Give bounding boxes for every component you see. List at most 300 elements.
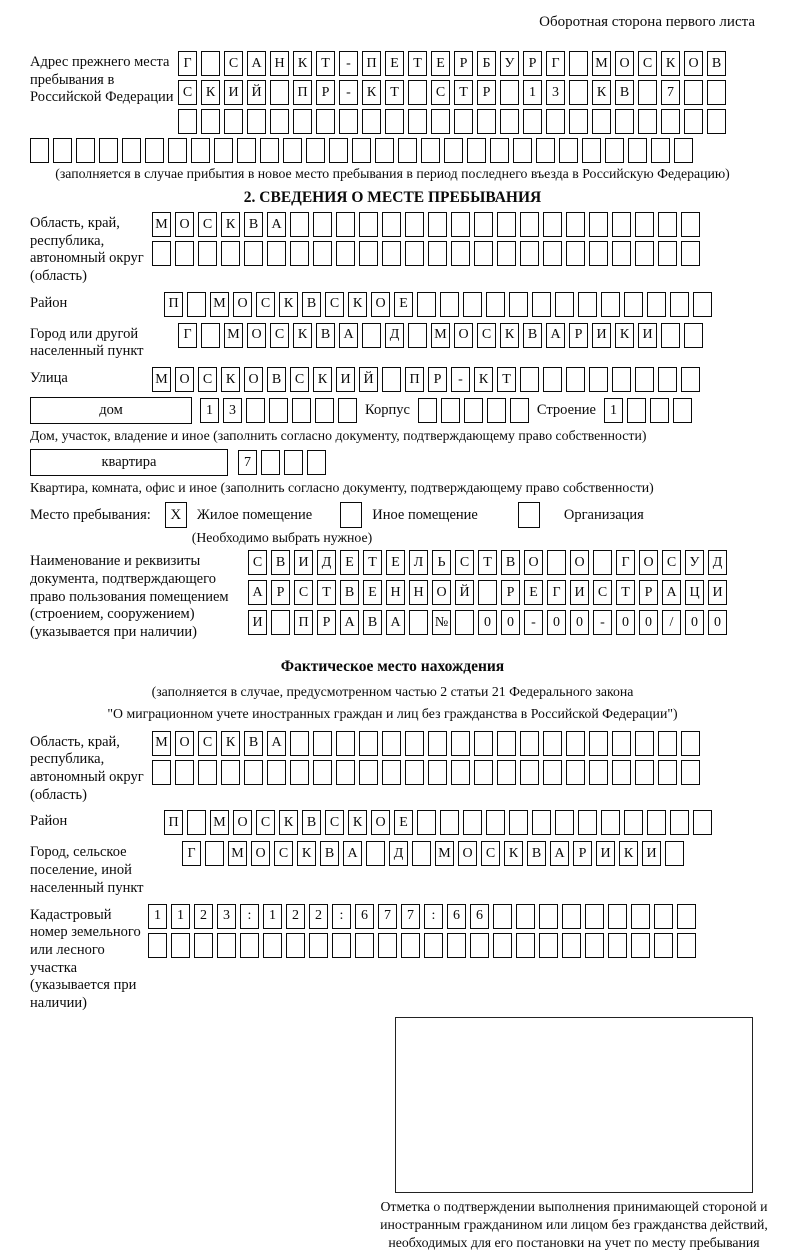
char-box [490,138,509,163]
char-box: С [270,323,289,348]
char-box: Н [386,580,405,605]
char-box [650,398,669,423]
char-box [145,138,164,163]
char-box [509,810,528,835]
char-box: И [642,841,661,866]
raion-label: Район [30,294,68,311]
char-box [638,80,657,105]
char-box: В [363,610,382,635]
char-box: И [248,610,267,635]
char-box [332,933,351,958]
char-box [612,760,631,785]
char-box: О [175,367,194,392]
char-box: Р [501,580,520,605]
char-box [286,933,305,958]
gorod-label: Город или другой населенный пункт [30,325,144,360]
char-box: Р [317,610,336,635]
char-box: К [313,367,332,392]
char-box [431,109,450,134]
char-box [493,933,512,958]
char-box: К [500,323,519,348]
char-box [290,241,309,266]
char-box [309,933,328,958]
char-box [674,138,693,163]
char-box [99,138,118,163]
char-box [677,933,696,958]
char-box: № [432,610,451,635]
char-box: Ь [432,550,451,575]
char-box [385,109,404,134]
char-box [612,731,631,756]
char-box [612,241,631,266]
stroenie-label: Строение [536,402,596,419]
char-box [178,109,197,134]
char-box [198,760,217,785]
char-box [76,138,95,163]
korpus-boxes [418,398,529,423]
char-box: : [332,904,351,929]
checkbox-organizaciya [518,502,540,528]
char-box: М [152,367,171,392]
char-box: П [164,292,183,317]
char-box [474,731,493,756]
char-box [290,212,309,237]
char-box [316,109,335,134]
char-box: 1 [523,80,542,105]
char-box [315,398,334,423]
char-box: 3 [217,904,236,929]
char-box [329,138,348,163]
char-box [523,109,542,134]
char-box: К [279,810,298,835]
char-box: Р [523,51,542,76]
char-box [654,904,673,929]
char-box [684,109,703,134]
kadastr-field [30,904,755,1013]
char-box: 2 [286,904,305,929]
char-box [359,241,378,266]
char-box: А [267,212,286,237]
char-box: В [320,841,339,866]
char-box: - [593,610,612,635]
confirmation-mark-box [395,1017,753,1193]
actual-raion-label: Район [30,813,68,830]
char-box: У [685,550,704,575]
char-box: 2 [194,904,213,929]
char-box: В [527,841,546,866]
char-box-row [148,933,696,958]
char-box [247,109,266,134]
char-box [267,760,286,785]
char-box: Г [182,841,201,866]
char-box: К [615,323,634,348]
char-box-row [182,841,684,866]
char-box: О [371,292,390,317]
char-box [670,810,689,835]
char-box [585,904,604,929]
char-box [681,760,700,785]
char-box: П [293,80,312,105]
char-box [187,292,206,317]
char-box: И [708,580,727,605]
char-box [707,80,726,105]
char-box: М [224,323,243,348]
char-box [635,731,654,756]
char-box: Н [270,51,289,76]
char-box [478,580,497,605]
char-box [681,367,700,392]
option-zhiloe-label: Жилое помещение [196,506,313,523]
char-box: Г [616,550,635,575]
char-box [470,933,489,958]
char-box [661,109,680,134]
char-box [417,810,436,835]
char-box [201,109,220,134]
char-box [451,212,470,237]
char-box [359,760,378,785]
char-box [359,212,378,237]
char-box [263,933,282,958]
char-box: А [550,841,569,866]
char-box [168,138,187,163]
char-box [486,292,505,317]
char-box [447,933,466,958]
char-box: С [198,367,217,392]
char-box: Е [340,550,359,575]
char-box: - [524,610,543,635]
char-box: О [175,212,194,237]
char-box: М [435,841,454,866]
option-inoe-label: Иное помещение [372,506,478,523]
char-box: И [638,323,657,348]
char-box: Д [385,323,404,348]
char-box [592,109,611,134]
char-box [665,841,684,866]
char-box: О [251,841,270,866]
char-box: И [224,80,243,105]
char-box: В [302,810,321,835]
char-box: О [247,323,266,348]
char-box [454,109,473,134]
char-box [382,731,401,756]
char-box: С [638,51,657,76]
char-box [205,841,224,866]
char-box [271,610,290,635]
char-box: М [152,212,171,237]
char-box: Т [454,80,473,105]
char-box: К [279,292,298,317]
char-box [589,760,608,785]
char-box: - [339,51,358,76]
char-box [486,810,505,835]
char-box [440,810,459,835]
char-box [578,292,597,317]
house-line [30,397,755,424]
char-box [362,109,381,134]
char-box [589,212,608,237]
char-box [269,398,288,423]
char-box: 7 [661,80,680,105]
checkbox-inoe [340,502,362,528]
char-box [493,904,512,929]
char-box: А [339,323,358,348]
char-box [201,51,220,76]
document-label: Наименование и реквизиты документа, подтверждающего право пользования помещением (строением, сооружением) (указывается при наличии) [30,553,229,640]
char-box [474,241,493,266]
char-box: Р [477,80,496,105]
char-box-row [152,367,700,392]
char-box [244,760,263,785]
char-box: Е [385,51,404,76]
char-box [260,138,279,163]
char-box: 7 [238,450,257,475]
char-box: М [152,731,171,756]
char-box [539,904,558,929]
char-box [292,398,311,423]
char-box [566,241,585,266]
apartment-box-label: квартира [30,449,228,476]
char-box: - [339,80,358,105]
char-box [352,138,371,163]
char-box: А [546,323,565,348]
char-box: С [325,292,344,317]
char-box [555,292,574,317]
actual-note-line1: (заполняется в случае, предусмотренном частью 2 статьи 21 Федерального закона [151,683,634,699]
char-box: О [432,580,451,605]
char-box [520,367,539,392]
actual-location-note [30,681,755,725]
char-box [261,450,280,475]
char-box-row [178,51,726,76]
char-box [585,933,604,958]
stay-type-label: Место пребывания: [30,506,151,523]
char-box [684,80,703,105]
char-box: П [164,810,183,835]
char-box [562,933,581,958]
checkbox-zhiloe: X [165,502,187,528]
char-box: Г [546,51,565,76]
char-box: 1 [148,904,167,929]
char-box: Г [178,51,197,76]
char-box: 3 [223,398,242,423]
char-box: К [348,810,367,835]
char-box [635,212,654,237]
char-box [624,292,643,317]
char-box [658,731,677,756]
char-box [214,138,233,163]
char-box: С [224,51,243,76]
char-box: Р [454,51,473,76]
confirmation-mark-caption: Отметка о подтверждении выполнения принимающей стороной и иностранным гражданином или лицом без гражданства действий, необходимых для его постановки на учет по месту пребывания [380,1198,768,1251]
char-box: 3 [546,80,565,105]
char-box [246,398,265,423]
char-box: А [662,580,681,605]
char-box [336,241,355,266]
char-box: К [293,51,312,76]
char-box [651,138,670,163]
char-box: М [592,51,611,76]
char-box: К [293,323,312,348]
char-box [681,212,700,237]
char-box [175,760,194,785]
char-box [464,398,483,423]
char-box [418,398,437,423]
char-box: О [639,550,658,575]
char-box: В [340,580,359,605]
char-box [451,760,470,785]
char-box: С [325,810,344,835]
char-box [401,933,420,958]
char-box: О [458,841,477,866]
char-box [569,109,588,134]
char-box: Е [524,580,543,605]
char-box [638,109,657,134]
char-box [408,323,427,348]
char-box [566,731,585,756]
prev-address-label: Адрес прежнего места пребывания в Российской Федерации [30,54,174,106]
char-box: 7 [378,904,397,929]
char-box [405,241,424,266]
stay-type-line [30,502,755,528]
char-box-row [148,904,696,929]
char-box [290,731,309,756]
char-box [500,109,519,134]
char-box-row [152,212,700,237]
char-box: О [615,51,634,76]
char-box [284,450,303,475]
char-box [547,550,566,575]
char-box: Д [317,550,336,575]
char-box-row [152,731,700,756]
char-box: К [619,841,638,866]
char-box [474,760,493,785]
char-box: 7 [401,904,420,929]
char-box [451,731,470,756]
char-box [375,138,394,163]
char-box: Л [409,550,428,575]
char-box: В [707,51,726,76]
char-box [516,933,535,958]
char-box: 0 [616,610,635,635]
char-box: Р [573,841,592,866]
char-box [362,323,381,348]
char-box [566,212,585,237]
char-box [539,933,558,958]
char-box [677,904,696,929]
char-box [428,212,447,237]
char-box [313,241,332,266]
char-box [520,731,539,756]
char-box [500,80,519,105]
char-box: С [477,323,496,348]
char-box: А [248,580,267,605]
stay-type-note: (Необходимо выбрать нужное) [191,530,373,546]
char-box [408,80,427,105]
char-box [217,933,236,958]
document-field [30,550,755,641]
char-box: Р [639,580,658,605]
char-box [313,731,332,756]
prev-address-note: (заполняется в случае прибытия в новое место пребывания в период последнего въезда в Российскую Федерацию) [55,166,730,181]
char-box: П [405,367,424,392]
char-box [477,109,496,134]
char-box: Ц [685,580,704,605]
char-box [635,760,654,785]
char-box [455,610,474,635]
prev-address-rows [178,51,726,134]
char-box [615,109,634,134]
char-box [555,810,574,835]
char-box: 0 [570,610,589,635]
char-box [516,904,535,929]
char-box: В [271,550,290,575]
char-box [336,760,355,785]
char-box: В [244,212,263,237]
char-box [684,323,703,348]
char-box [532,292,551,317]
char-box [30,138,49,163]
char-box [693,810,712,835]
char-box [566,760,585,785]
char-box [647,292,666,317]
char-box [355,933,374,958]
char-box [201,323,220,348]
char-box [569,80,588,105]
char-box [175,241,194,266]
char-box [382,760,401,785]
char-box [589,731,608,756]
char-box: 1 [263,904,282,929]
char-box [543,212,562,237]
char-box [290,760,309,785]
char-box: Р [428,367,447,392]
house-box-label: дом [30,397,192,424]
char-box: К [474,367,493,392]
char-box: 0 [547,610,566,635]
char-box: В [302,292,321,317]
actual-gorod-field [30,841,755,897]
char-box: С [198,731,217,756]
char-box [270,80,289,105]
char-box [467,138,486,163]
char-box: Й [247,80,266,105]
char-box: О [570,550,589,575]
char-box: А [386,610,405,635]
char-box: В [615,80,634,105]
char-box: А [247,51,266,76]
char-box [593,550,612,575]
char-box: 0 [708,610,727,635]
char-box: 1 [200,398,219,423]
char-box: О [684,51,703,76]
char-box: М [228,841,247,866]
char-box [224,109,243,134]
char-box [589,367,608,392]
char-box: К [362,80,381,105]
char-box: С [256,292,275,317]
char-box: К [504,841,523,866]
char-box: С [248,550,267,575]
char-box [532,810,551,835]
char-box [221,241,240,266]
char-box [398,138,417,163]
ulitsa-field [30,367,755,392]
char-box: С [294,580,313,605]
char-box [408,109,427,134]
char-box: 0 [501,610,520,635]
char-box: 0 [639,610,658,635]
char-box [601,810,620,835]
